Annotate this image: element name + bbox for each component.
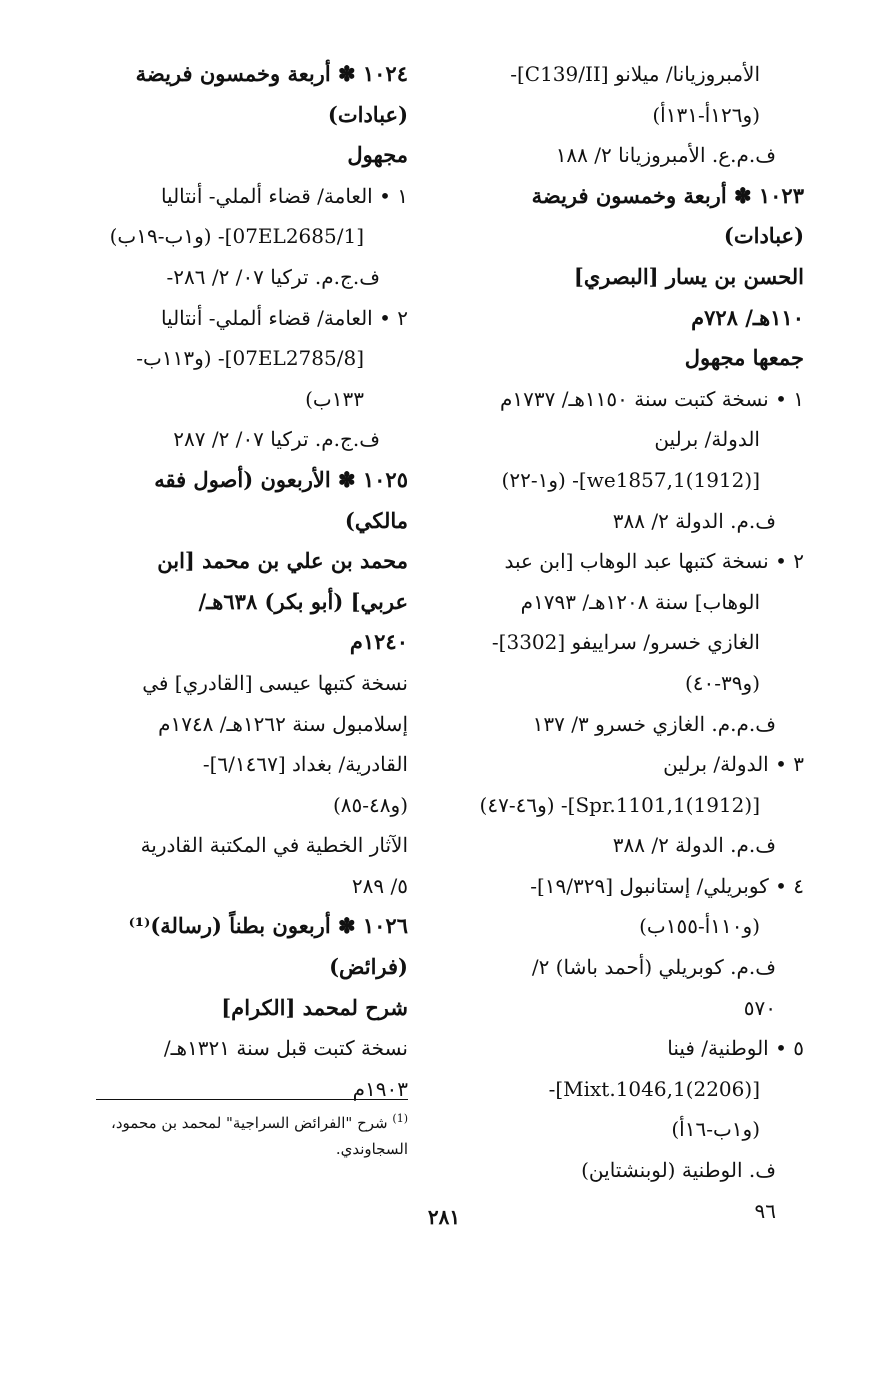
text-line: ٥ • الوطنية/ فينا: [667, 1036, 804, 1061]
text-line: (و١ب-١٦أ): [671, 1117, 760, 1142]
text-line: ف.م.ع. الأمبروزيانا ٢/ ١٨٨: [555, 143, 776, 168]
text-line: ١٢٤٠م: [349, 629, 408, 655]
text-line: [07EL2685/1]- (و١ب-١٩ب): [109, 224, 364, 249]
text-line: عربي] (أبو بكر) ٦٣٨هـ/: [198, 588, 408, 614]
text-line: ١ • العامة/ قضاء ألملي- أنتاليا: [160, 183, 408, 208]
text-line: إسلامبول سنة ١٢٦٢هـ/ ١٧٤٨م: [158, 711, 408, 736]
text-line: ف.م. الدولة ٢/ ٣٨٨: [612, 833, 776, 858]
text-line: (و١١٠أ-١٥٥ب): [639, 914, 760, 939]
text-line: ١٠٢٤ ✽ أربعة وخمسون فريضة: [135, 61, 408, 86]
text-line: الأمبروزيانا/ ميلانو [C139/II]-: [510, 62, 760, 86]
text-line: ف.م. كوبريلي (أحمد باشا) ٢/: [531, 955, 776, 980]
text-line: ١٠٢٥ ✽ الأربعون (أصول فقه: [154, 466, 408, 492]
text-line: [we1857,1(1912)]- (و١-٢٢): [501, 467, 760, 492]
text-line: [07EL2785/8]- (و١١٣ب-: [136, 346, 364, 371]
text-line: ف.م. الدولة ٢/ ٣٨٨: [612, 508, 776, 533]
text-line: ١٠٢٣ ✽ أربعة وخمسون فريضة: [531, 182, 804, 208]
footnote-marker: (1): [392, 1112, 408, 1125]
text-line: جمعها مجهول: [684, 345, 804, 371]
text-line: (و٤٨-٨٥): [332, 792, 408, 817]
text-line: محمد بن علي بن محمد [ابن: [157, 548, 408, 574]
text-line: [Mixt.1046,1(2206)]-: [548, 1076, 760, 1101]
text-line: ١٣٣ب): [305, 386, 364, 411]
text-line: (و١٢٦أ-١٣١أ): [652, 102, 760, 127]
text-line: ٩٦: [754, 1198, 776, 1223]
text-line: شرح لمحمد [الكرام]: [221, 994, 408, 1020]
footnote-text: شرح "الفرائض السراجية" لمحمد بن محمود، السجاوندي.: [111, 1114, 408, 1158]
text-line: ٢ • العامة/ قضاء ألملي- أنتاليا: [160, 305, 408, 330]
text-line: نسخة كتبها عيسى [القادري] في: [142, 670, 408, 695]
text-line: ٥٧٠: [743, 995, 776, 1020]
text-line: الآثار الخطية في المكتبة القادرية: [140, 833, 408, 858]
text-line: ١ • نسخة كتبت سنة ١١٥٠هـ/ ١٧٣٧م: [500, 386, 804, 411]
text-line: ٥/ ٢٨٩: [351, 873, 408, 898]
text-line: نسخة كتبت قبل سنة ١٣٢١هـ/: [163, 1036, 408, 1061]
text-line: القادرية/ بغداد [٦/١٤٦٧]-: [202, 752, 408, 777]
text-line: ١٩٠٣م: [352, 1076, 408, 1101]
text-line: (فرائض): [329, 954, 408, 980]
text-line: ٤ • كوبريلي/ إستانبول [١٩/٣٢٩]-: [530, 873, 804, 898]
footnote: [88, 1106, 408, 1162]
text-line: (عبادات): [723, 223, 804, 249]
text-line: الغازي خسرو/ سراييفو [3302]-: [491, 630, 760, 655]
text-line: ١١٠هـ/ ٧٢٨م: [691, 304, 804, 330]
text-line: ف.م.م. الغازي خسرو ٣/ ١٣٧: [532, 711, 776, 736]
left-column: [78, 54, 408, 1109]
text-line: ١٠٢٦ ✽ أربعون بطناً (رسالة)⁽¹⁾: [128, 913, 408, 939]
footnote-separator: [96, 1099, 408, 1100]
text-line: ٢ • نسخة كتبها عبد الوهاب [ابن عبد: [504, 549, 804, 574]
text-line: مالكي): [344, 507, 408, 533]
text-line: الدولة/ برلين: [654, 427, 760, 452]
text-line: الحسن بن يسار [البصري]: [573, 263, 804, 289]
text-line: ٣ • الدولة/ برلين: [663, 752, 804, 777]
text-line: ف.ج.م. تركيا ٠٧/ ٢/ ٢٨٦-: [166, 264, 380, 289]
text-line: ف.ج.م. تركيا ٠٧/ ٢/ ٢٨٧: [173, 427, 380, 452]
text-line: (عبادات): [327, 101, 408, 127]
page-number: ٢٨١: [427, 1205, 461, 1229]
text-line: الوهاب] سنة ١٢٠٨هـ/ ١٧٩٣م: [520, 589, 760, 614]
text-line: ف. الوطنية (لوبنشتاين): [581, 1158, 776, 1183]
right-column: [464, 54, 804, 1231]
text-line: مجهول: [347, 142, 408, 168]
text-line: (و٣٩-٤٠): [684, 670, 760, 695]
text-line: [Spr.1101,1(1912)]- (و٤٦-٤٧): [479, 792, 760, 817]
